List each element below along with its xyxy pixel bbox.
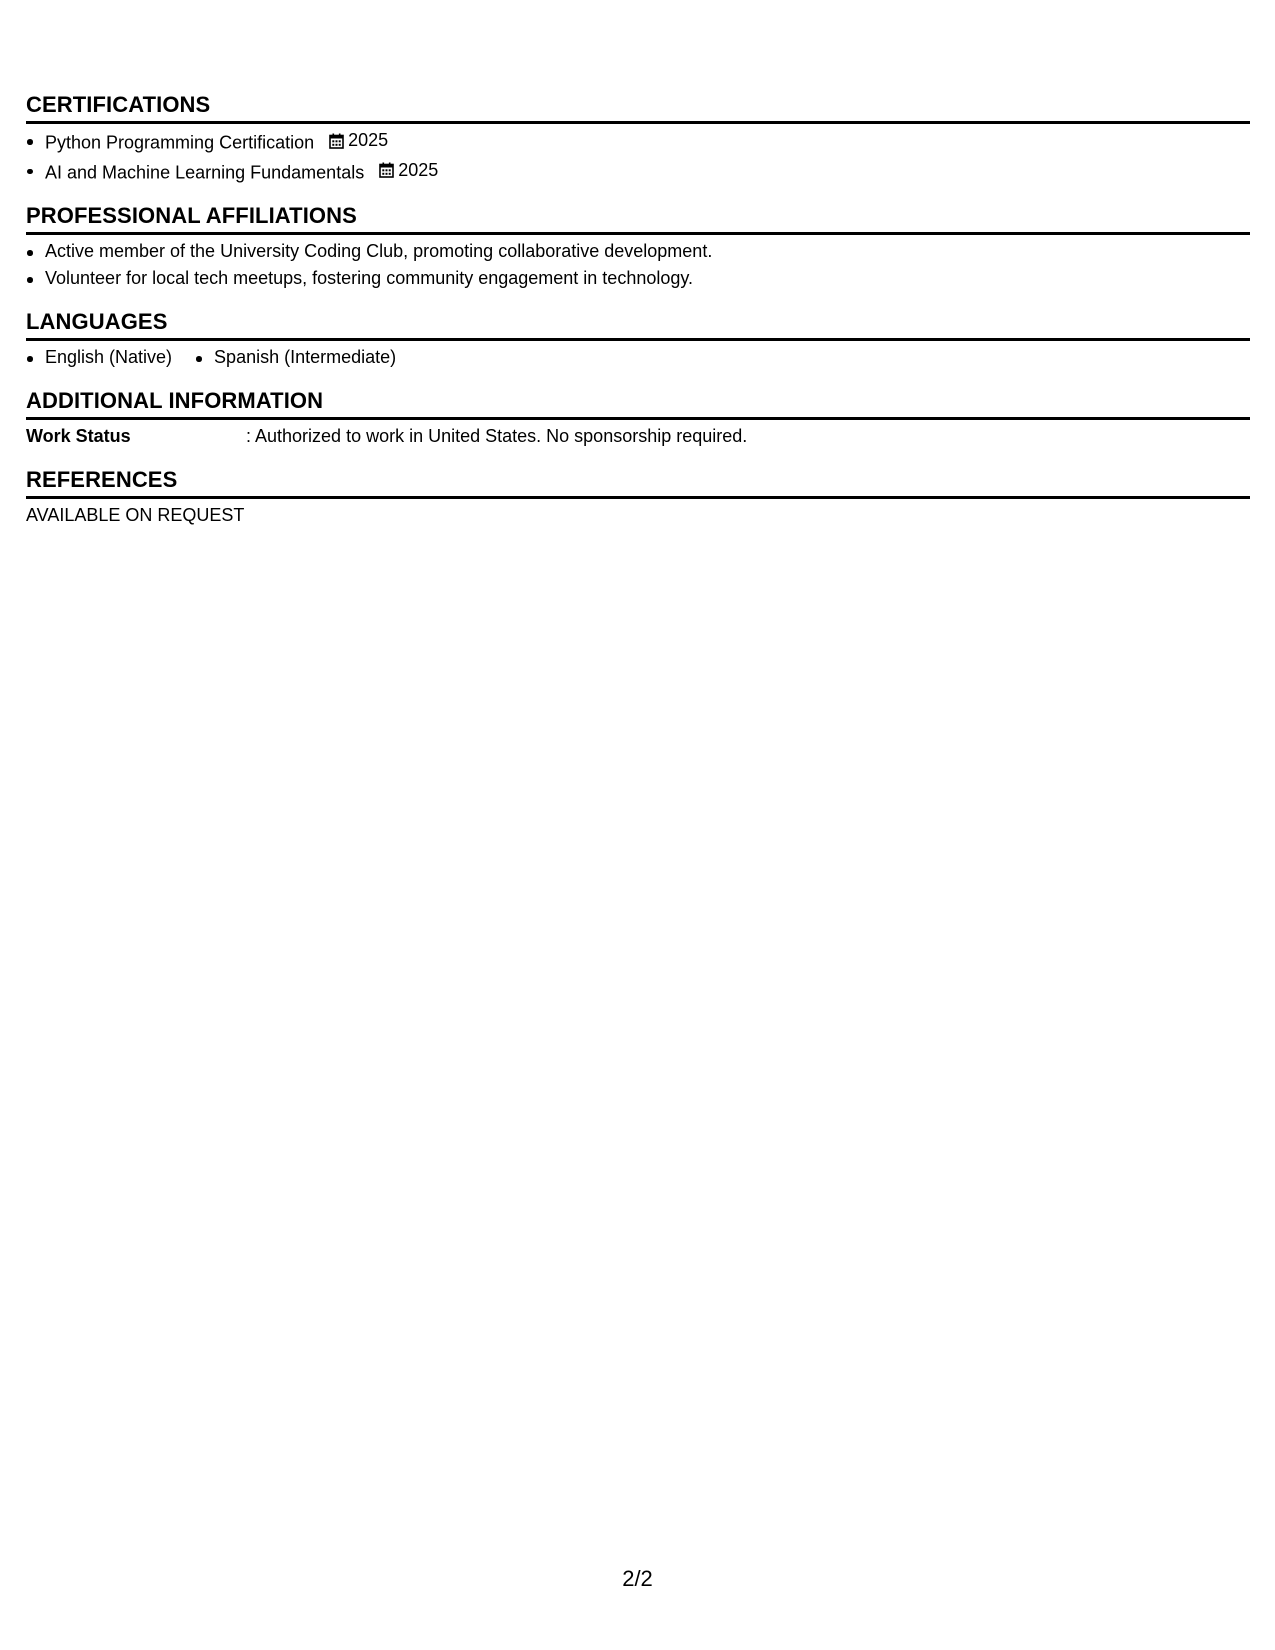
certifications-section <box>26 92 1250 186</box>
certifications-list <box>26 127 1250 186</box>
additional-info-heading: ADDITIONAL INFORMATION <box>26 388 1250 420</box>
languages-section <box>26 309 1250 371</box>
certification-year: 2025 <box>398 159 439 180</box>
language-item: English (Native) <box>26 344 172 371</box>
languages-heading: LANGUAGES <box>26 309 1250 341</box>
work-status-value: : Authorized to work in United States. No sponsorship required. <box>246 426 748 446</box>
languages-list <box>26 344 1250 371</box>
resume-page <box>26 92 1250 546</box>
certification-item <box>26 127 1250 157</box>
calendar-icon <box>379 162 394 178</box>
references-text: AVAILABLE ON REQUEST <box>26 505 245 525</box>
calendar-icon <box>329 133 344 149</box>
references-section <box>26 467 1250 529</box>
certification-item <box>26 157 1250 187</box>
certification-name: AI and Machine Learning Fundamentals <box>45 162 365 182</box>
references-heading: REFERENCES <box>26 467 1250 499</box>
certification-date <box>379 157 438 184</box>
certification-name: Python Programming Certification <box>45 132 315 153</box>
affiliation-item: Active member of the University Coding Club, promoting collaborative development. <box>26 238 1250 265</box>
page-number: 2/2 <box>622 1566 653 1591</box>
work-status-label: Work Status <box>26 426 131 446</box>
language-item: Spanish (Intermediate) <box>195 344 396 371</box>
certification-date <box>329 127 388 154</box>
affiliations-list <box>26 238 1250 292</box>
affiliation-item: Volunteer for local tech meetups, fostering community engagement in technology. <box>26 265 1250 292</box>
certifications-heading: CERTIFICATIONS <box>26 92 1250 124</box>
affiliations-heading: PROFESSIONAL AFFILIATIONS <box>26 203 1250 235</box>
work-status-row <box>26 423 1250 450</box>
additional-info-section <box>26 388 1250 450</box>
affiliations-section <box>26 203 1250 292</box>
certification-year: 2025 <box>348 130 389 150</box>
